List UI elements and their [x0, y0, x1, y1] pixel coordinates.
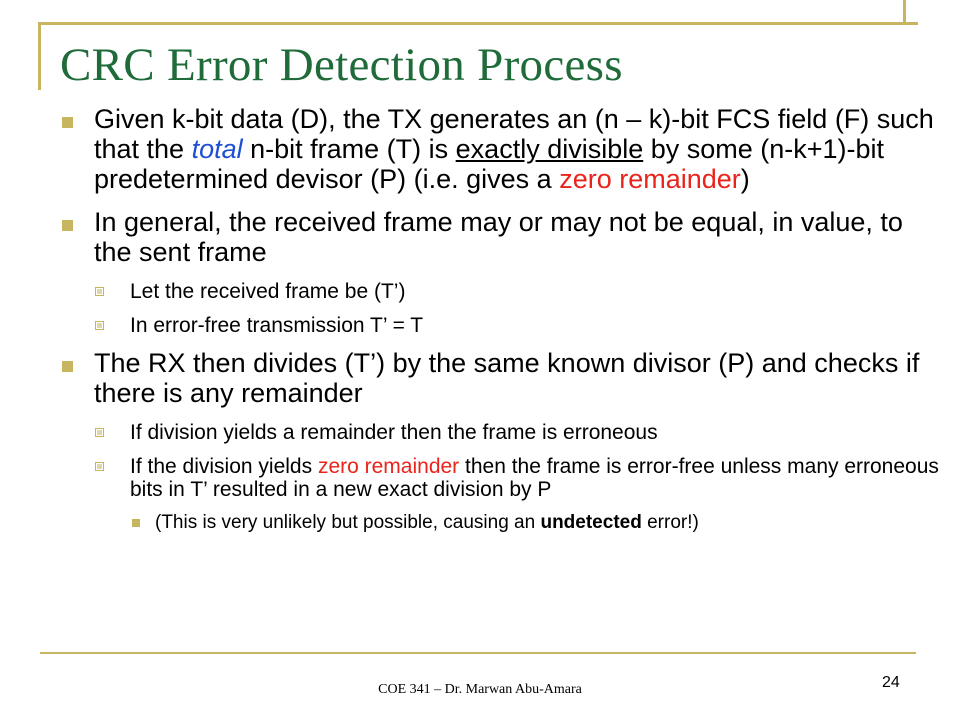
bullet-text-segment: n-bit frame (T) is: [242, 134, 456, 164]
bullet-marker-icon: [95, 462, 104, 471]
bullet-text-segment: In general, the received frame may or may not be equal, in value, to the sent frame: [94, 207, 903, 267]
bullet-text-segment: by some (n-k+1)-bit predetermined devisor (P) (i.e. gives a: [94, 134, 885, 194]
bullet-marker-icon: [95, 428, 104, 437]
frame-right-rule: [903, 0, 906, 22]
slide-title: CRC Error Detection Process: [60, 39, 623, 91]
footer-course: COE 341 – Dr. Marwan Abu-Amara: [378, 682, 582, 697]
page-number: 24: [882, 674, 900, 691]
bullet-marker-icon: [62, 220, 73, 231]
bullet-marker-icon: [95, 321, 104, 330]
bullet-level-3: [60, 512, 940, 534]
bullet-text-segment: ): [740, 164, 750, 194]
bullet-level-2: [60, 421, 940, 444]
bullet-text-segment: error!): [641, 512, 699, 533]
bullet-level-2: [60, 314, 940, 337]
bullet-marker-icon: [95, 287, 104, 296]
bullet-text-segment: Given k-bit data (D), the TX generates an (n – k)-bit FCS field (F) such that the: [94, 104, 934, 164]
bullet-level-1: [60, 104, 940, 194]
bullet-text-segment: If the division yields: [130, 455, 318, 478]
bullet-marker-icon: [132, 519, 140, 527]
bullet-text-segment: zero remainder: [317, 455, 460, 478]
bullet-level-1: [60, 207, 940, 267]
bullet-text-segment: In error-free transmission T’ = T: [130, 314, 424, 337]
bullet-text-segment: The RX then divides (T’) by the same known divisor (P) and checks if there is any remainder: [94, 348, 920, 408]
bullet-level-2: [60, 455, 940, 501]
bullet-text-segment: zero remainder: [559, 164, 741, 194]
footer-rule: [40, 652, 916, 654]
bullet-text-segment: If division yields a remainder then the frame is erroneous: [130, 421, 658, 444]
bullet-list: [60, 104, 940, 545]
bullet-text-segment: Let the received frame be (T’): [130, 280, 406, 303]
bullet-marker-icon: [62, 117, 73, 128]
bullet-text-segment: undetected: [540, 512, 642, 533]
bullet-text-segment: then the frame is error-free unless many erroneous bits in T’ resulted in a new exact division by P: [130, 455, 939, 501]
bullet-text-segment: total: [191, 134, 243, 164]
frame-top-rule: [38, 22, 918, 25]
frame-left-rule: [38, 22, 41, 90]
bullet-marker-icon: [62, 361, 73, 372]
bullet-level-1: [60, 348, 940, 408]
bullet-text-segment: exactly divisible: [455, 134, 644, 164]
bullet-level-2: [60, 280, 940, 303]
bullet-text-segment: (This is very unlikely but possible, causing an: [155, 512, 541, 533]
